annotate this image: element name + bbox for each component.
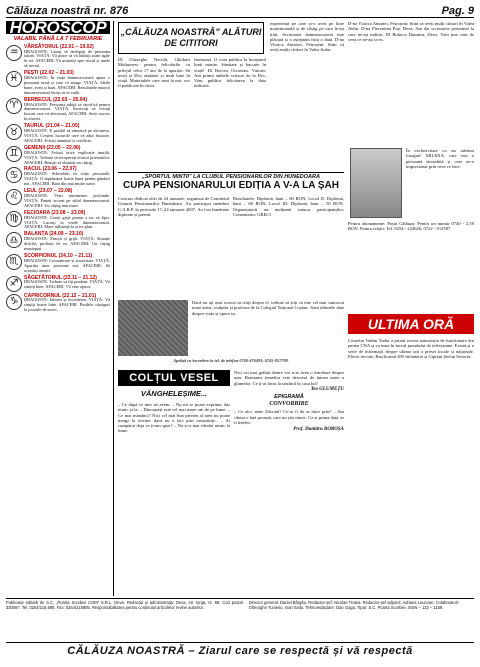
page-header	[6, 4, 474, 18]
sign-text: DRAGOSTE: Iubirea și încrederea. VIAȚĂ: Vă simțiți foarte bine. AFACERI: Posibile câștiguri la jocurile de noroc.	[24, 297, 110, 313]
sign-text: DRAGOSTE: Persoana iubită se sacrifică pentru dumneavoastră. VIAȚĂ: Încercați să evitați lucruri care vă afectează. AFACERI: Aveți succes în afaceri.	[24, 101, 110, 122]
horoscope-sign	[6, 254, 110, 274]
horoscope-sign	[6, 124, 110, 144]
horoscope-signs	[6, 45, 110, 314]
article2-text1: Concurs dedicat zilei de 24 ianuarie, organizat de Comitetul Uniunii Pensionarilor Hunedoara. Au participat membrii C.A.R.P. în perioada 17–24 ianuarie 2007. Au fost înmânate diplome și premii.	[118, 196, 229, 217]
zodiac-icon: ♉	[6, 124, 22, 140]
sign-name: BERBECUL (22.03 – 20.04)	[24, 96, 87, 103]
sign-body	[24, 276, 110, 292]
coltul-vesel-text: – Ce după ce mor ne avem. – Nu mi se poate exprima, dar nimic și la. – Dinoașteți este cel mai mare om de pe lume. – Ce mai mănânci? Nici cel mai bun prieten al meu nu poate merge la oricine, dacă nu o faci prin cunoștințe... – Ai cumpărat deja ce ți-am spus? – Nu și-a mai vândut nimic la lume.	[118, 402, 230, 434]
zodiac-icon: ♋	[6, 167, 22, 183]
article1-col1	[118, 57, 190, 169]
horoscope-banner: HOROSCOP	[6, 21, 110, 34]
article1-text2: frumoasă. O vom publica la începutul lunii martie. Sănătate și bucurie în viață! Dl Borcea Octavian, Vulcan: Am primit ambele scrisori de la Dvs. Vom publica felicitarea la data indicată.	[194, 57, 266, 89]
epigram-top-author: Teo GLUMEȚU	[310, 387, 344, 393]
article1-text1: Dl Gheorghe Neculă, Ghidarii Mulțumesc pentru felicitările cu prilejul celor 17 ani de la apariție. Să aveți și Dvs sănătate și mult bine în viață. Materialele care sunt la noi, vor fi publicate în viitor.	[118, 57, 190, 89]
horoscope-subtitle: VALABIL PÂNĂ LA 7 FEBRUARIE	[13, 36, 103, 43]
right-text-a: D-na Viorica Amariei, Petroșeni: Știm că aveți mulți cititori în Valea Jiului. D-na Florentina Pop, Deva: Am dat scrisoarea persoanei la care ne-ați indicat. Dl Bobocu Dumitru, Deva: Vom ține cont de ceea ce ne-ați scris.	[348, 21, 474, 42]
sign-name: PEȘTI (22.02 – 21.03)	[24, 70, 74, 77]
sign-body	[24, 146, 110, 166]
footer-publisher: Publicație editată de S.C. „Poarta Scorbiei COM” S.R.L. Deva. Redacția și administrația: Deva, str. Iorga, nr. 58. Cod poștal 330087. Tel. 0254/216.696, Fax: 0254/215905. Responsabilitatea pentru conținutul articolelor revine autorilor.	[6, 600, 243, 610]
epigram-subtitle: CONVORBIRE	[269, 400, 309, 407]
zodiac-icon: ♍	[6, 211, 22, 227]
sign-name: TAURUL (21.04 – 21.05)	[24, 123, 80, 130]
sign-body	[24, 211, 110, 231]
sign-text: DRAGOSTE: Lăsați să dezlipați de persoana iubită. VIAȚĂ: Vă place să vă lăudați toate agile în tot. AFACERI: Vă urmăriți spre riscul și unele să treceți.	[24, 48, 110, 69]
right-column-d	[348, 338, 474, 596]
right-text-c: Pentru abonamente: Poșta Călăuza: Pentru un număr 0740 - 2,50 RON. Pentru relații: Tel. 0254 - 222626; 0722 - 912587.	[348, 221, 474, 232]
sign-text: DRAGOSTE: Cereți grijă pentru a nu vă lipsi. VIAȚĂ: Lucrați la visele dumneavoastră. AFACERI: Mare influență la orice plan.	[24, 214, 110, 230]
sign-body	[24, 45, 110, 70]
sign-name: FECIOARA (23.08 – 23.09)	[24, 209, 86, 216]
sign-name: SCORPIONUL (24.10 – 21.11)	[24, 252, 93, 259]
sign-text: DRAGOSTE: Evitați orice explicație inutilă. VIAȚĂ: Trebuie să recuperați efortul prieteniilor. AFACERI: Reușiți să obțineți un câștig.	[24, 149, 110, 165]
right-portrait-photo	[350, 148, 402, 218]
horoscope-sign	[6, 276, 110, 292]
sign-text: DRAGOSTE: Emoții și grijă. VIAȚĂ: Situație dificilă, profitați de ea. AFACERI: Un câștig neașteptat.	[24, 236, 110, 252]
sign-body	[24, 232, 110, 252]
epigram-heading: EPIGRAMĂ	[274, 393, 304, 400]
article2-col2	[233, 196, 344, 296]
publication-issue: Călăuza noastră nr. 876	[6, 5, 129, 17]
coltul-vesel-column	[118, 402, 230, 596]
ultima-ora-banner: ULTIMA ORĂ	[348, 314, 474, 334]
horoscope-sign	[6, 45, 110, 70]
article2-kicker: „SPORTUL MINTII” LA CLUBUL PENSIONARILOR DIN HUNEDOARA	[118, 172, 344, 186]
horoscope-sign	[6, 232, 110, 252]
epigram-top-text: Nici cei mai grăbiți dintre voi n-ar avea o întrebare despre asta. Bonitatea femeilor este descrisă de lumea mare a glumelor. Ce ți-ai făcut la unchiul în casa lui?	[234, 370, 344, 386]
coltul-vesel-subtitle: VĂNGHELEȘIME...	[140, 389, 208, 398]
sign-text: DRAGOSTE: Vreți sentimente profunde. VIAȚĂ: Puneți accent pe stilul dumneavoastră. AFACERI: Un câștig mai mare.	[24, 192, 110, 208]
sign-text: DRAGOSTE: Comunicare și sinceritate. VIAȚĂ: Apariția unor persoane noi. AFACERI: Să acordați atenție.	[24, 257, 110, 273]
footer-info	[6, 598, 474, 638]
sign-name: RACUL (23.06 – 22.07)	[24, 166, 77, 173]
article1-col2	[194, 21, 266, 169]
right-column-b	[406, 148, 474, 218]
article2-text2: Rezultatele: Diplomă, bani – 80 RON; Locul II: Diplomă, bani – 60 RON; Locul III: Diplomă, bani – 50 RON. Organizatorii au mulțumit tuturor participanților. Comentariu: GRECI	[233, 196, 344, 217]
sign-name: GEMENII (22.05 – 22.06)	[24, 144, 81, 151]
zodiac-icon: ♈	[6, 98, 22, 114]
horoscope-sign	[6, 189, 110, 209]
sign-body	[24, 71, 110, 96]
sign-text: DRAGOSTE: Trebuie să fiți prudent. VIAȚĂ: Vă simțiți bine. AFACERI: Vă vine ajutor.	[24, 279, 110, 290]
page-number: Pag. 9	[441, 5, 474, 17]
article2-title: CUPA PENSIONARULUI EDIȚIA A V-A LA ȘAH	[123, 180, 339, 191]
sign-name: LEUL (23.07 – 22.08)	[24, 188, 73, 195]
horoscope-sign	[6, 146, 110, 166]
epigram-text: – Ce zici, nene Zăvoiul? Ce-ai fi de se duce prin? – Am cântat o fată proastă, care nu știa nimic. Ca și prima dată, ar fi înțeles.	[234, 409, 344, 425]
sign-text: DRAGOSTE: E posibil să rănească pe altcineva. VIAȚĂ: Creșteți lucrurile care vă aduc bucurie. AFACERI: Evitați anunțuri și conflicte.	[24, 128, 110, 143]
footer-staff: Director general: Daniel Bârgău. Redactor-șef: Nicolae Trotea. Redactor-șef adjunct: Adriana Leucean. Colaboratori: Gheorghe Tunieriu, Ioan Sintu. Tehnoredactare: Dan Goga. Tipar: S.C. Poarta Scorbiei. ISSN – 122 – 1159.	[248, 600, 460, 610]
sign-body	[24, 294, 110, 314]
right-text-d: Corneliu Vadim Tudor a primit recent autorizația de funcționare din partea CNA și va intra în lucrul jurnalului de televiziune. Există și o serie de informații despre ultima oră a presei locale și naționale. Electe trecute, Basilicanul 495 Infanterie și Ciprian Ștefan Severin.	[348, 338, 474, 359]
article1-text3: experiență pe care și-o avea pe linie matrimonială și de câștig pe care le-ați trăit. Scrisoarea dumneavoastră este plăcută și o așteptăm încă o dată. D-na Viorica Amariei, Petroșeni: Știm că aveți mulți cititori în Valea Jiului.	[270, 21, 344, 53]
sign-name: CAPRICORNUL (22.12 – 21.01)	[24, 292, 97, 299]
sign-text: DRAGOSTE: În viața dumneavoastră apare o persoană nouă și care vă atrage. VIAȚĂ: Ideile bune, aveți și bani. AFACERI: Rezultatele muncii dumneavoastră încep să se vadă.	[24, 75, 110, 95]
horoscope-sign	[6, 294, 110, 314]
sign-body	[24, 98, 110, 123]
article-title: „CĂLĂUZA NOASTRĂ” ALĂTURI DE CITITORI	[120, 27, 262, 48]
sign-text: DRAGOSTE: Schimbări în viața personală. VIAȚĂ: O săptămână foarte bună pentru gânduri noi. AFACERI: Bani din mai multe surse.	[24, 171, 110, 187]
sign-body	[24, 167, 110, 187]
zodiac-icon: ♏	[6, 254, 22, 270]
article3-photo	[118, 300, 188, 356]
sign-name: VĂRSĂTORUL (22.01 – 19.02)	[24, 43, 94, 50]
right-column-c	[348, 221, 474, 311]
horoscope-column	[6, 21, 114, 596]
epigram-author: Prof. Dumitru BOBOȘA	[293, 426, 344, 432]
article3-caption-col	[192, 300, 344, 356]
sign-name: BALANȚA (24.09 – 23.10)	[24, 231, 84, 238]
horoscope-sign	[6, 167, 110, 187]
right-text-b: În exclusivitate cu un talentat fotograf. MILENA, care este o persoană deosebită și care ne-a impresionat prin ceea ce face.	[406, 148, 474, 169]
horoscope-sign	[6, 71, 110, 96]
zodiac-icon: ♊	[6, 146, 22, 162]
article3-caption: Dacă nu ați avut ocazia să citiți despre el, trebuie să știți că este cel mai cunoscut mare artist, sculptor și profesor de la Colegiul Național Coșbuc. Sunt ultimele date despre viața și opera sa.	[192, 300, 344, 316]
horoscope-sign	[6, 98, 110, 123]
article2-col1	[118, 196, 229, 296]
article3-contact-strip: Apelați cu încredere la tel. de telefon 0740-476493; 0745-857799.	[173, 358, 289, 363]
zodiac-icon: ♑	[6, 294, 22, 310]
sign-name: SĂGETĂTORUL (22.11 – 21.12)	[24, 274, 97, 281]
zodiac-icon: ♒	[6, 45, 22, 61]
horoscope-sign	[6, 211, 110, 231]
zodiac-icon: ♌	[6, 189, 22, 205]
sign-body	[24, 124, 110, 144]
footer-slogan: CĂLĂUZA NOASTRĂ – Ziarul care se respectă și vă respectă	[6, 642, 474, 658]
article2-columns	[118, 196, 344, 296]
sign-body	[24, 254, 110, 274]
zodiac-icon: ♐	[6, 276, 22, 292]
epigram-column	[234, 370, 344, 596]
zodiac-icon: ♓	[6, 71, 22, 87]
sign-body	[24, 189, 110, 209]
zodiac-icon: ♎	[6, 232, 22, 248]
coltul-vesel-banner: COLȚUL VESEL	[118, 370, 230, 386]
article1-col3	[270, 21, 344, 169]
